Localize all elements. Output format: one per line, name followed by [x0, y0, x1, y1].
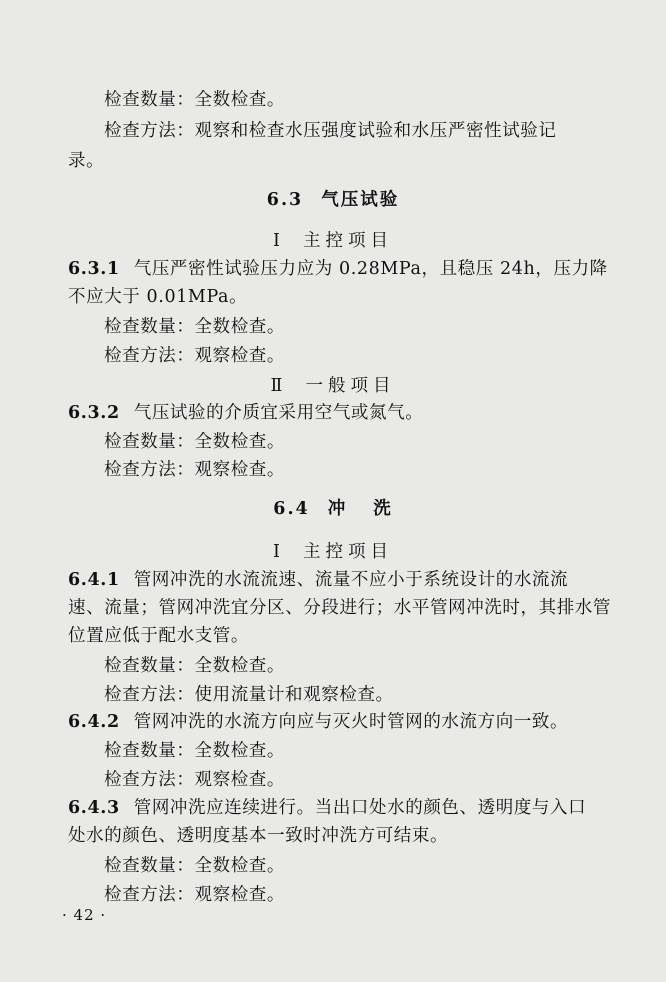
section-title-part-2: 洗 — [373, 499, 393, 519]
subsection-label: 主控项目 — [302, 231, 393, 251]
section-heading-6-4 — [0, 498, 666, 520]
subsection-heading-main-control — [0, 541, 666, 563]
inspection-method-line: 检查方法：使用流量计和观察检查。 — [104, 685, 394, 705]
subsection-roman-numeral: Ⅰ — [273, 542, 285, 562]
clause-6-4-3-line-2: 处水的颜色、透明度基本一致时冲洗方可结束。 — [68, 826, 449, 846]
inspection-quantity-line: 检查数量：全数检查。 — [104, 741, 285, 761]
clause-6-3-1-line-1 — [68, 258, 608, 280]
clause-text: 气压严密性试验压力应为 0.28MPa，且稳压 24h，压力降 — [133, 259, 608, 279]
clause-6-4-1-line-1 — [68, 569, 604, 591]
inspection-quantity-line: 检查数量：全数检查。 — [104, 656, 285, 676]
subsection-label: 一般项目 — [305, 376, 396, 396]
inspection-method-line: 检查方法：观察和检查水压强度试验和水压严密性试验记 — [104, 121, 557, 141]
inspection-quantity-line: 检查数量：全数检查。 — [104, 856, 285, 876]
clause-number: 6.4.3 — [68, 798, 120, 818]
clause-text: 管网冲洗应连续进行。当出口处水的颜色、透明度与入口 — [133, 798, 587, 818]
clause-6-3-2-line-1 — [68, 402, 604, 424]
clause-text: 管网冲洗的水流方向应与灭火时管网的水流方向一致。 — [133, 712, 569, 732]
clause-number: 6.4.1 — [68, 570, 120, 590]
clause-6-4-1-line-2: 速、流量；管网冲洗宜分区、分段进行；水平管网冲洗时，其排水管 — [68, 598, 611, 618]
clause-number: 6.3.2 — [68, 403, 120, 423]
section-number: 6.3 — [266, 190, 304, 210]
subsection-label: 主控项目 — [302, 542, 393, 562]
page-number: · 42 · — [62, 906, 107, 924]
inspection-method-line: 检查方法：观察检查。 — [104, 460, 285, 480]
clause-text: 管网冲洗的水流流速、流量不应小于系统设计的水流流 — [133, 570, 569, 590]
subsection-heading-main-control — [0, 230, 666, 252]
section-title: 气压试验 — [321, 190, 400, 210]
subsection-roman-numeral: Ⅱ — [270, 376, 288, 396]
subsection-roman-numeral: Ⅰ — [273, 231, 285, 251]
section-number: 6.4 — [273, 499, 310, 519]
inspection-quantity-line: 检查数量：全数检查。 — [104, 432, 285, 452]
inspection-method-line-continued: 录。 — [68, 151, 105, 171]
clause-text: 气压试验的介质宜采用空气或氮气。 — [133, 403, 424, 423]
inspection-quantity-line: 检查数量：全数检查。 — [104, 90, 285, 110]
inspection-method-line: 检查方法：观察检查。 — [104, 885, 285, 905]
clause-6-4-3-line-1 — [68, 797, 604, 819]
clause-6-3-1-line-2: 不应大于 0.01MPa。 — [68, 287, 248, 307]
inspection-method-line: 检查方法：观察检查。 — [104, 346, 285, 366]
section-title-part-1: 冲 — [327, 499, 348, 519]
clause-number: 6.3.1 — [68, 259, 120, 279]
clause-6-4-1-line-3: 位置应低于配水支管。 — [68, 626, 249, 646]
subsection-heading-general — [0, 375, 666, 397]
inspection-method-line: 检查方法：观察检查。 — [104, 770, 285, 790]
section-heading-6-3 — [0, 189, 666, 211]
inspection-quantity-line: 检查数量：全数检查。 — [104, 317, 285, 337]
clause-6-4-2-line-1 — [68, 711, 604, 733]
clause-number: 6.4.2 — [68, 712, 120, 732]
